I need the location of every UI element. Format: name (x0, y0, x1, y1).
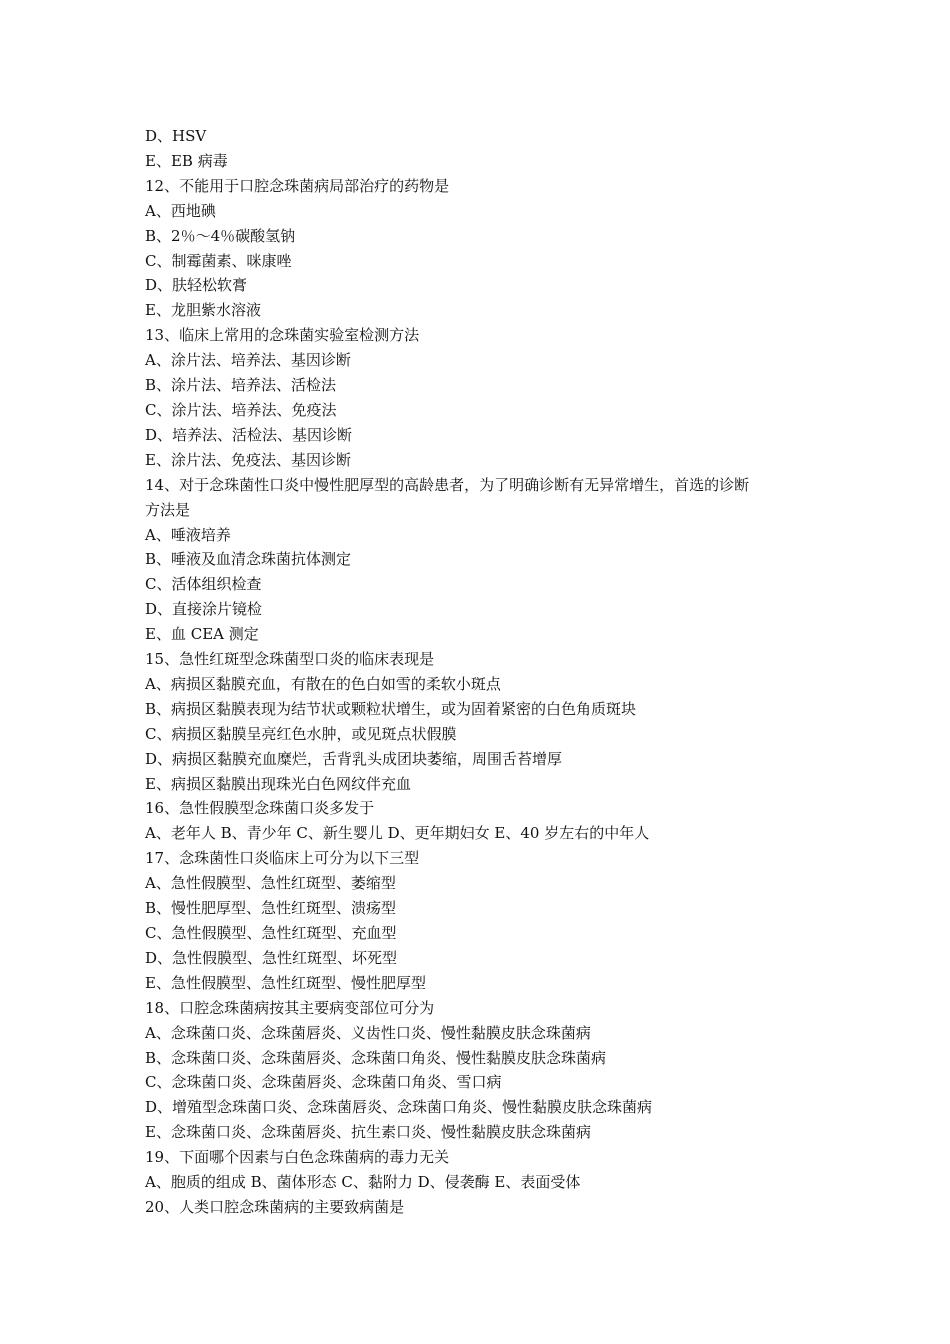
text-line: B、2％～4％碳酸氢钠 (145, 226, 296, 245)
text-line: A、念珠菌口炎、念珠菌唇炎、义齿性口炎、慢性黏膜皮肤念珠菌病 (145, 1023, 591, 1042)
text-line: C、急性假膜型、急性红斑型、充血型 (145, 924, 397, 942)
text-line: 13、临床上常用的念珠菌实验室检测方法 (145, 326, 420, 345)
text-line: E、病损区黏膜出现珠光白色网纹伴充血 (145, 774, 411, 793)
text-line: E、血 CEA 测定 (145, 625, 259, 644)
text-line: B、病损区黏膜表现为结节状或颗粒状增生，或为固着紧密的白色角质斑块 (145, 699, 637, 718)
text-line: B、唾液及血清念珠菌抗体测定 (145, 550, 352, 569)
text-line: E、急性假膜型、急性红斑型、慢性肥厚型 (145, 973, 426, 992)
text-line: D、直接涂片镜检 (145, 600, 263, 619)
text-line: B、涂片法、培养法、活检法 (145, 376, 337, 395)
text-line: D、急性假膜型、急性红斑型、坏死型 (145, 948, 398, 967)
text-line: B、念珠菌口炎、念珠菌唇炎、念珠菌口角炎、慢性黏膜皮肤念珠菌病 (145, 1048, 607, 1067)
text-line: C、制霉菌素、咪康唑 (145, 251, 292, 270)
text-line: E、龙胆紫水溶液 (145, 301, 261, 320)
text-line: 18、口腔念珠菌病按其主要病变部位可分为 (145, 998, 435, 1017)
text-line: A、涂片法、培养法、基因诊断 (145, 351, 351, 370)
text-line: B、慢性肥厚型、急性红斑型、溃疡型 (145, 899, 397, 918)
text-line: 14、对于念珠菌性口炎中慢性肥厚型的高龄患者，为了明确诊断有无异常增生，首选的诊断 (145, 475, 750, 494)
text-line: 12、不能用于口腔念珠菌病局部治疗的药物是 (145, 176, 450, 195)
text-line: 方法是 (145, 500, 191, 519)
text-line: C、病损区黏膜呈亮红色水肿，或见斑点状假膜 (145, 724, 457, 743)
text-line: D、增殖型念珠菌口炎、念珠菌唇炎、念珠菌口角炎、慢性黏膜皮肤念珠菌病 (145, 1098, 653, 1117)
text-line: E、念珠菌口炎、念珠菌唇炎、抗生素口炎、慢性黏膜皮肤念珠菌病 (145, 1123, 591, 1142)
text-line: A、唾液培养 (145, 525, 231, 544)
text-line: 19、下面哪个因素与白色念珠菌病的毒力无关 (145, 1148, 450, 1167)
text-line: 20、人类口腔念珠菌病的主要致病菌是 (145, 1197, 405, 1216)
document-body (145, 124, 815, 1220)
text-line: 16、急性假膜型念珠菌口炎多发于 (145, 799, 375, 818)
text-line: E、涂片法、免疫法、基因诊断 (145, 450, 351, 469)
text-line: D、HSV (145, 127, 207, 145)
text-line: E、EB 病毒 (145, 151, 228, 170)
text-line: C、活体组织检查 (145, 575, 262, 594)
text-line: C、念珠菌口炎、念珠菌唇炎、念珠菌口角炎、雪口病 (145, 1073, 502, 1092)
text-line: A、胞质的组成 B、菌体形态 C、黏附力 D、侵袭酶 E、表面受体 (145, 1173, 581, 1192)
text-line: A、老年人 B、青少年 C、新生婴儿 D、更年期妇女 E、40 岁左右的中年人 (145, 824, 650, 843)
text-line: C、涂片法、培养法、免疫法 (145, 400, 337, 419)
text-line: A、病损区黏膜充血，有散在的色白如雪的柔软小斑点 (145, 674, 501, 693)
text-line: D、培养法、活检法、基因诊断 (145, 425, 353, 444)
text-line: D、肤轻松软膏 (145, 276, 248, 295)
text-line: 17、念珠菌性口炎临床上可分为以下三型 (145, 849, 420, 868)
text-line: 15、急性红斑型念珠菌型口炎的临床表现是 (145, 650, 435, 669)
text-line: D、病损区黏膜充血糜烂，舌背乳头成团块萎缩，周围舌苔增厚 (145, 749, 563, 768)
text-line: A、急性假膜型、急性红斑型、萎缩型 (145, 874, 396, 893)
text-line: A、西地碘 (145, 201, 216, 220)
